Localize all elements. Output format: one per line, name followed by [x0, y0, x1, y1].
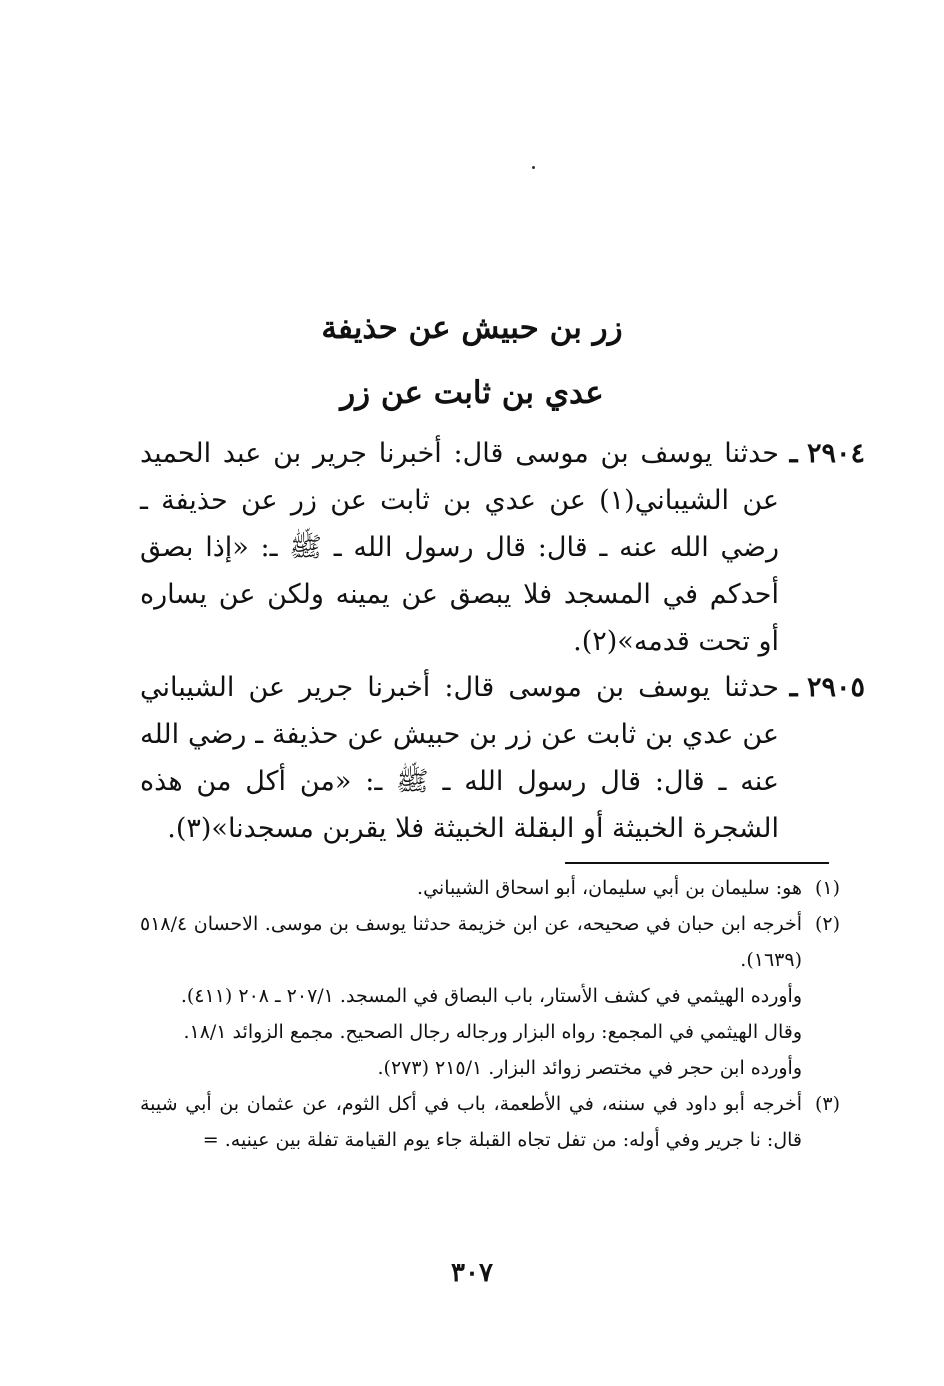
- hadith-number: ٢٩٠٥ ـ: [789, 672, 865, 703]
- footnote-number: (١): [814, 877, 840, 899]
- footnote-2-continuation: وقال الهيثمي في المجمع: رواه البزار ورجاله رجال الصحيح. مجمع الزوائد ١٨/١.: [183, 1021, 802, 1043]
- footnote-text: أخرجه أبو داود في سننه، في الأطعمة، باب في أكل الثوم، عن عثمان بن أبي شيبة قال: نا جرير وفي أوله: من تفل تجاه القبلة جاء يوم القيامة تفلة بين عينيه. =: [140, 1093, 802, 1151]
- footnote-separator: [565, 862, 829, 864]
- section-heading: عدي بن ثابت عن زر: [340, 375, 604, 411]
- hadith-paragraph: [140, 430, 865, 665]
- hadith-paragraph: [140, 664, 865, 852]
- page-number: ٣٠٧: [451, 1258, 493, 1288]
- hadith-text: حدثنا يوسف بن موسى قال: أخبرنا جرير بن عبد الحميد عن الشيباني(١) عن عدي بن ثابت عن زر عن حذيفة ـ رضي الله عنه ـ قال: قال رسول الله ـ ﷺ ـ: «إذا بصق أحدكم في المسجد فلا يبصق عن يمينه ولكن عن يساره أو تحت قدمه»(٢).: [140, 438, 779, 657]
- footnote-text: أخرجه ابن حبان في صحيحه، عن ابن خزيمة حدثنا يوسف بن موسى. الاحسان ٥١٨/٤ (١٦٣٩).: [140, 913, 802, 971]
- hadith-number: ٢٩٠٤ ـ: [789, 438, 865, 469]
- footnote-2-continuation: وأورده الهيثمي في كشف الأستار، باب البصاق في المسجد. ٢٠٧/١ ـ ٢٠٨ (٤١١).: [180, 985, 802, 1007]
- hadith-2905: [140, 664, 865, 852]
- hadith-2904: [140, 430, 865, 665]
- footnote-text: هو: سليمان بن أبي سليمان، أبو اسحاق الشيباني.: [417, 877, 802, 899]
- footnote-2: [140, 906, 840, 978]
- print-speck: [532, 166, 535, 169]
- footnote-3: [140, 1086, 840, 1158]
- footnote-1: [140, 870, 840, 906]
- hadith-text: حدثنا يوسف بن موسى قال: أخبرنا جرير عن الشيباني عن عدي بن ثابت عن زر بن حبيش عن حذيفة ـ رضي الله عنه ـ قال: قال رسول الله ـ ﷺ ـ: «من أكل من هذه الشجرة الخبيثة أو البقلة الخبيثة فلا يقربن مسجدنا»(٣).: [140, 672, 779, 844]
- chapter-heading: زر بن حبيش عن حذيفة: [321, 310, 623, 346]
- footnotes: [140, 870, 840, 1158]
- footnote-number: (٢): [814, 913, 840, 935]
- footnote-2-continuation: وأورده ابن حجر في مختصر زوائد البزار. ٢١٥/١ (٢٧٣).: [377, 1057, 802, 1079]
- footnote-number: (٣): [814, 1093, 840, 1115]
